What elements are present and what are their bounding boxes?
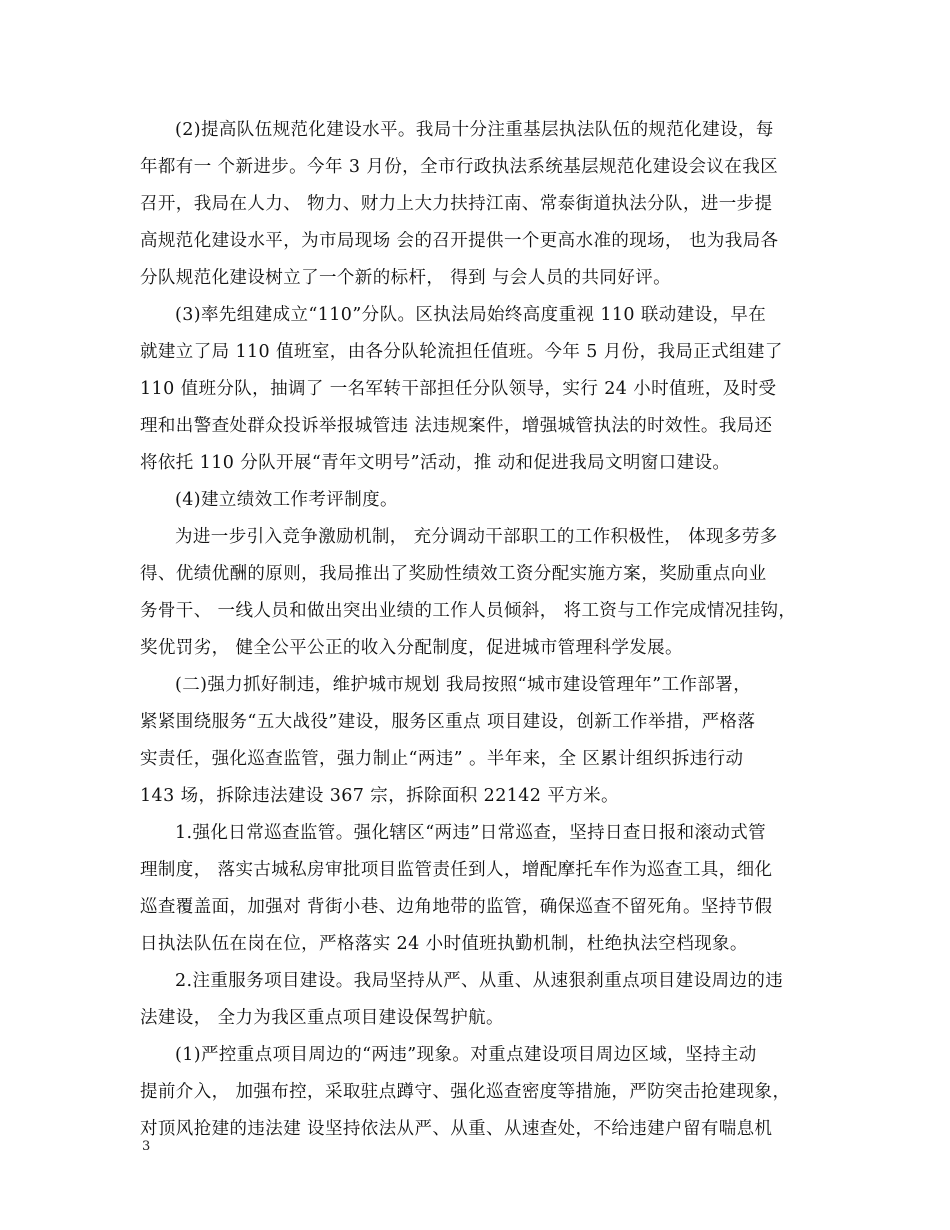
paragraph-first-line: 为进一步引入竞争激励机制， 充分调动干部职工的工作积极性， 体现多劳多 <box>175 527 778 547</box>
paragraph-line: 143 场，拆除违法建设 367 宗，拆除面积 22142 平方米。 <box>140 786 619 806</box>
paragraph-line: 理和出警查处群众投诉举报城管违 法违规案件，增强城管执法的时效性。我局还 <box>140 416 773 436</box>
page-number: 3 <box>142 1139 151 1154</box>
paragraph-line: 理制度， 落实古城私房审批项目监管责任到人，增配摩托车作为巡查工具，细化 <box>140 860 773 880</box>
paragraph-first-line: 2.注重服务项目建设。我局坚持从严、从重、从速狠刹重点项目建设周边的违 <box>175 971 784 991</box>
paragraph-first-line: 1.强化日常巡查监管。强化辖区“两违”日常巡查，坚持日查日报和滚动式管 <box>175 823 767 843</box>
paragraph-line: 年都有一 个新进步。今年 3 月份，全市行政执法系统基层规范化建设会议在我区 <box>140 157 779 177</box>
paragraph-line: 实责任，强化巡查监管，强力制止“两违” 。半年来，全 区累计组织拆违行动 <box>140 749 744 769</box>
paragraph-line: 对顶风抢建的违法建 设坚持依法从严、从重、从速查处，不给违建户留有喘息机 <box>140 1119 773 1139</box>
paragraph-line: 提前介入， 加强布控，采取驻点蹲守、强化巡查密度等措施，严防突击抢建现象， <box>140 1082 791 1102</box>
paragraph-first-line: (3)率先组建成立“110”分队。区执法局始终高度重视 110 联动建设，早在 <box>175 305 767 325</box>
paragraph-first-line: (二)强力抓好制违，维护城市规划 我局按照“城市建设管理年”工作部署， <box>175 675 752 695</box>
paragraph-line: 奖优罚劣， 健全公平公正的收入分配制度，促进城市管理科学发展。 <box>140 638 683 658</box>
paragraph-line: 日执法队伍在岗在位，严格落实 24 小时值班执勤机制，杜绝执法空档现象。 <box>140 934 748 954</box>
paragraph-first-line: (1)严控重点项目周边的“两违”现象。对重点建设项目周边区域，坚持主动 <box>175 1045 757 1065</box>
paragraph-line: 紧紧围绕服务“五大战役”建设，服务区重点 项目建设，创新工作举措，严格落 <box>140 712 756 732</box>
paragraph-line: 分队规范化建设树立了一个新的标杆， 得到 与会人员的共同好评。 <box>140 268 672 288</box>
paragraph-line: 110 值班分队，抽调了 一名军转干部担任分队领导，实行 24 小时值班，及时受 <box>140 379 777 399</box>
paragraph-line: 法建设， 全力为我区重点项目建设保驾护航。 <box>140 1008 504 1028</box>
body-text <box>140 112 820 1148</box>
paragraph-first-line: (4)建立绩效工作考评制度。 <box>175 490 398 510</box>
paragraph-line: 高规范化建设水平，为市局现场 会的召开提供一个更高水准的现场， 也为我局各 <box>140 231 779 251</box>
paragraph-line: 得、优绩优酬的原则，我局推出了奖励性绩效工资分配实施方案，奖励重点向业 <box>140 564 767 584</box>
paragraph-line: 召开，我局在人力、 物力、财力上大力扶持江南、常泰街道执法分队，进一步提 <box>140 194 773 214</box>
paragraph-first-line: (2)提高队伍规范化建设水平。我局十分注重基层执法队伍的规范化建设，每 <box>175 120 774 140</box>
paragraph-line: 就建立了局 110 值班室，由各分队轮流担任值班。今年 5 月份，我局正式组建了 <box>140 342 783 362</box>
paragraph-line: 务骨干、 一线人员和做出突出业绩的工作人员倾斜， 将工资与工作完成情况挂钩， <box>140 601 797 621</box>
paragraph-line: 巡查覆盖面，加强对 背街小巷、边角地带的监管，确保巡查不留死角。坚持节假 <box>140 897 773 917</box>
paragraph-line: 将依托 110 分队开展“青年文明号”活动，推 动和促进我局文明窗口建设。 <box>140 453 731 473</box>
